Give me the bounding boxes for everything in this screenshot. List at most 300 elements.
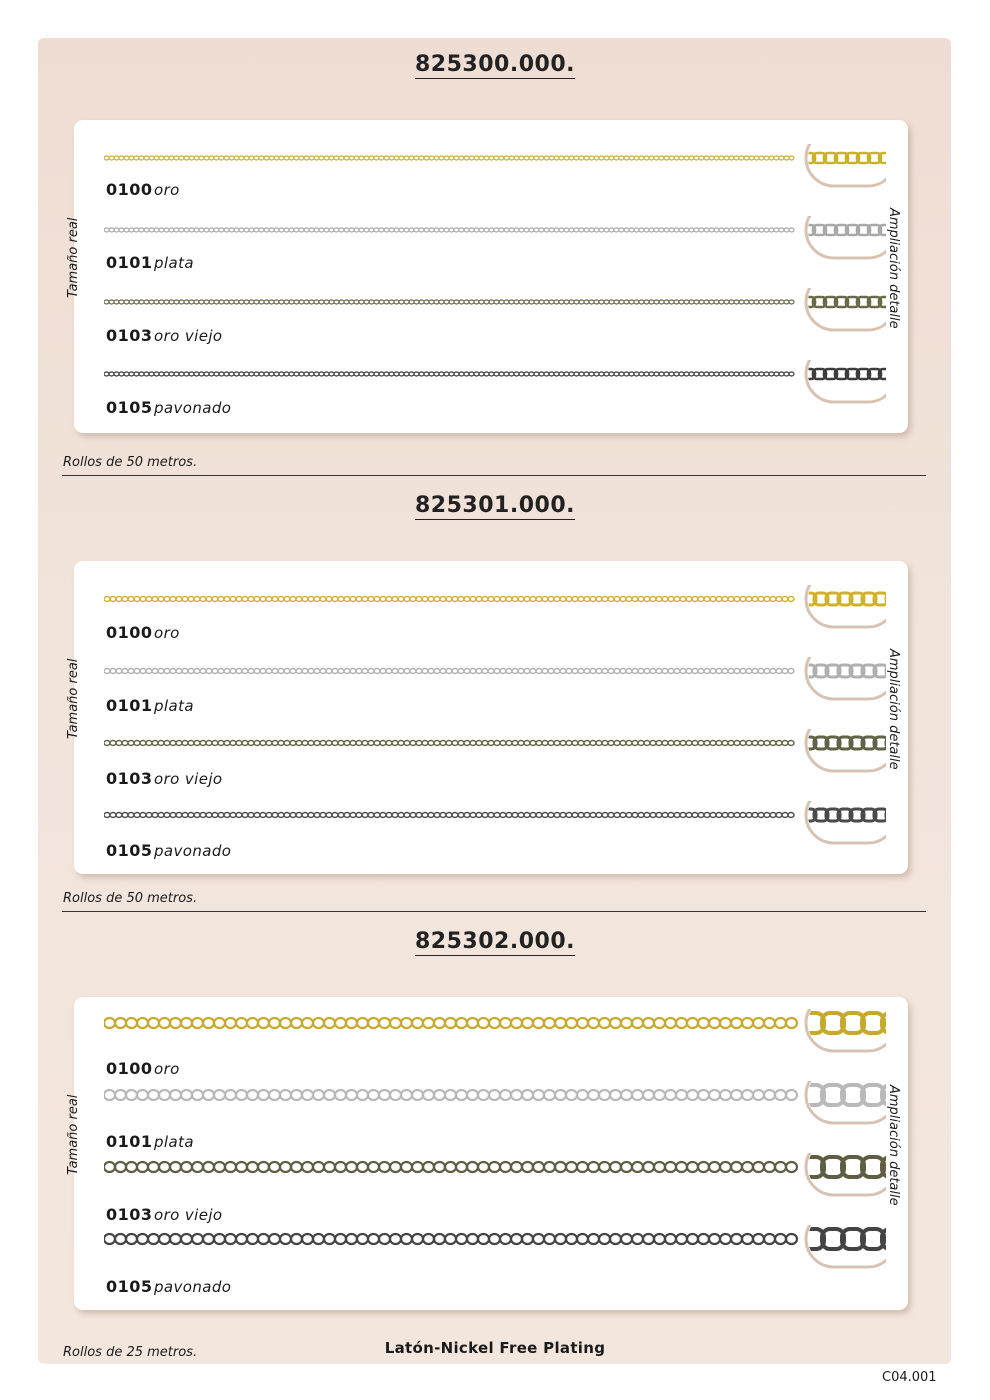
chain-link: [506, 597, 512, 602]
chain-link: [569, 300, 574, 304]
chain-link: [566, 741, 572, 746]
chain-link: [356, 669, 362, 674]
chain-link: [389, 372, 394, 376]
chain-link: [356, 813, 362, 818]
chain-link: [500, 813, 506, 818]
chain-link: [379, 1162, 390, 1172]
chain-link: [204, 372, 209, 376]
chain-link: [614, 813, 620, 818]
chain-link: [482, 597, 488, 602]
chain-link: [509, 372, 514, 376]
chain-link: [319, 372, 324, 376]
chain-link: [684, 372, 689, 376]
chain-link: [229, 156, 234, 160]
chain-link: [302, 597, 308, 602]
chain-link: [104, 1090, 115, 1100]
chain-link: [788, 813, 794, 818]
chain-link: [368, 669, 374, 674]
chain-link: [146, 597, 152, 602]
chain-link: [291, 1090, 302, 1100]
chain-link: [668, 597, 674, 602]
chain-link: [554, 228, 559, 232]
chain-link: [564, 156, 569, 160]
chain-link: [620, 741, 626, 746]
chain-link: [574, 156, 579, 160]
chain-link: [149, 156, 154, 160]
chain-link: [752, 597, 758, 602]
chain-link: [224, 372, 229, 376]
chain-link: [566, 1234, 577, 1244]
chain-link: [152, 741, 158, 746]
chain-link: [344, 228, 349, 232]
chain-link: [399, 300, 404, 304]
chain-link: [414, 156, 419, 160]
chain-link: [203, 1234, 214, 1244]
chain-link: [230, 597, 236, 602]
chain-link: [182, 669, 188, 674]
chain-link: [610, 1234, 621, 1244]
chain-link: [489, 1162, 500, 1172]
chain-link: [590, 813, 596, 818]
chain-link: [260, 597, 266, 602]
chain-link: [284, 300, 289, 304]
chain-link: [758, 741, 764, 746]
chain-link: [266, 597, 272, 602]
chain-link: [224, 669, 230, 674]
chain-link: [643, 1018, 654, 1028]
chain-link: [224, 300, 229, 304]
chain-link: [753, 1090, 764, 1100]
chain-link: [599, 1162, 610, 1172]
chain-link: [184, 228, 189, 232]
chain-link: [384, 372, 389, 376]
chain-link: [724, 300, 729, 304]
chain-link: [204, 156, 209, 160]
chain-link: [234, 156, 239, 160]
chain-link: [440, 741, 446, 746]
chain-link: [694, 300, 699, 304]
chain-link: [416, 741, 422, 746]
chain-link: [401, 1090, 412, 1100]
chain-link: [134, 372, 139, 376]
chain-link: [274, 372, 279, 376]
chain-link: [179, 300, 184, 304]
variant-finish: pavonado: [154, 842, 232, 860]
chain-link: [394, 300, 399, 304]
chain-link: [194, 597, 200, 602]
chain-link: [458, 597, 464, 602]
chain-link: [754, 300, 759, 304]
chain-link: [304, 372, 309, 376]
chain-link: [419, 300, 424, 304]
chain-link: [542, 813, 548, 818]
chain-link: [159, 228, 164, 232]
chain-link: [650, 669, 656, 674]
chain-link: [459, 228, 464, 232]
chain-link: [511, 1018, 522, 1028]
chain-link: [332, 597, 338, 602]
chain-link: [754, 372, 759, 376]
chain-link: [650, 597, 656, 602]
chain-link: [654, 372, 659, 376]
chain-link: [170, 1090, 181, 1100]
variant-finish: plata: [154, 1133, 194, 1151]
chain-link: [654, 1234, 665, 1244]
chain-link: [266, 813, 272, 818]
chain-link: [184, 156, 189, 160]
chain-link: [632, 741, 638, 746]
chain-link: [189, 372, 194, 376]
chain-link: [159, 1234, 170, 1244]
chain-link: [179, 228, 184, 232]
chain-link: [731, 1162, 742, 1172]
chain-link: [698, 1162, 709, 1172]
chain-link: [254, 372, 259, 376]
chain-link: [476, 597, 482, 602]
chain-link: [254, 300, 259, 304]
chain-link: [225, 1018, 236, 1028]
chain-link: [470, 597, 476, 602]
chain-link: [770, 597, 776, 602]
chain-link: [219, 300, 224, 304]
chain-link: [379, 228, 384, 232]
chain-link: [104, 597, 110, 602]
chain-link: [320, 813, 326, 818]
chain-link: [566, 1162, 577, 1172]
chain-link: [724, 156, 729, 160]
chain-sample: [104, 144, 886, 208]
chain-link: [788, 741, 794, 746]
chain-link: [644, 372, 649, 376]
chain-link: [320, 741, 326, 746]
chain-link: [122, 669, 128, 674]
chain-link: [714, 372, 719, 376]
chain-link: [280, 1090, 291, 1100]
chain-link: [709, 1234, 720, 1244]
chain-link: [710, 813, 716, 818]
chain-link: [454, 372, 459, 376]
chain-link: [759, 228, 764, 232]
chain-link: [229, 372, 234, 376]
chain-link: [506, 669, 512, 674]
chain-link: [740, 669, 746, 674]
chain-sample: [104, 1081, 886, 1145]
chain-link: [589, 228, 594, 232]
chain-link: [414, 300, 419, 304]
chain-link: [394, 228, 399, 232]
chain-link: [479, 156, 484, 160]
chain-link: [291, 1018, 302, 1028]
chain-link: [188, 741, 194, 746]
chain-link: [423, 1162, 434, 1172]
chain-link: [409, 156, 414, 160]
chain-link: [354, 300, 359, 304]
detail-magnifier: [802, 1153, 886, 1195]
chain-link: [299, 300, 304, 304]
chain-strand: [104, 741, 794, 746]
chain-link: [389, 228, 394, 232]
real-size-label: Tamaño real: [66, 217, 81, 298]
chain-link: [346, 1018, 357, 1028]
chain-link: [194, 300, 199, 304]
chain-link: [434, 156, 439, 160]
chain-link: [357, 1018, 368, 1028]
chain-link: [789, 228, 794, 232]
chain-link: [308, 669, 314, 674]
chain-link: [126, 1234, 137, 1244]
chain-link: [459, 300, 464, 304]
chain-link: [379, 1018, 390, 1028]
chain-link: [759, 300, 764, 304]
chain-link: [464, 300, 469, 304]
chain-link: [338, 813, 344, 818]
chain-link: [584, 372, 589, 376]
chain-link: [704, 741, 710, 746]
chain-link: [610, 1162, 621, 1172]
chain-link: [754, 156, 759, 160]
chain-link: [452, 813, 458, 818]
chain-link: [264, 228, 269, 232]
chain-link: [709, 300, 714, 304]
chain-link: [584, 813, 590, 818]
chain-link: [679, 372, 684, 376]
chain-link: [194, 372, 199, 376]
chain-link: [326, 741, 332, 746]
chain-link: [614, 741, 620, 746]
chain-link: [555, 1018, 566, 1028]
chain-link: [719, 300, 724, 304]
chain-link: [689, 156, 694, 160]
chain-link: [614, 228, 619, 232]
chain-link: [444, 228, 449, 232]
chain-link: [742, 1090, 753, 1100]
chain-link: [390, 1162, 401, 1172]
chain-link: [564, 372, 569, 376]
chain-link: [284, 228, 289, 232]
chain-link: [248, 669, 254, 674]
chain-link: [499, 372, 504, 376]
chain-link: [624, 228, 629, 232]
chain-link: [509, 300, 514, 304]
chain-link: [159, 156, 164, 160]
chain-strand: [104, 372, 794, 376]
chain-link: [649, 300, 654, 304]
chain-link: [434, 228, 439, 232]
chain-link: [144, 300, 149, 304]
real-size-label: Tamaño real: [66, 1094, 81, 1175]
chain-link: [200, 813, 206, 818]
chain-sample: [104, 657, 886, 721]
chain-link: [154, 228, 159, 232]
chain-link: [649, 156, 654, 160]
chain-link: [511, 1162, 522, 1172]
chain-link: [242, 597, 248, 602]
chain-link: [314, 228, 319, 232]
chain-link: [674, 156, 679, 160]
chain-link: [260, 669, 266, 674]
chain-link: [419, 372, 424, 376]
chain-link: [619, 156, 624, 160]
chain-link: [164, 813, 170, 818]
chain-link: [539, 228, 544, 232]
chain-link: [669, 372, 674, 376]
chain-link: [686, 813, 692, 818]
rolls-note: Rollos de 50 metros.: [63, 891, 198, 906]
chain-link: [445, 1090, 456, 1100]
chain-link: [224, 741, 230, 746]
chain-link: [621, 1018, 632, 1028]
chain-link: [566, 813, 572, 818]
chain-link: [638, 669, 644, 674]
chain-link: [764, 1090, 775, 1100]
chain-link: [739, 228, 744, 232]
chain-link: [716, 741, 722, 746]
chain-link: [299, 372, 304, 376]
chain-link: [753, 1234, 764, 1244]
chain-link: [374, 597, 380, 602]
chain-link: [234, 372, 239, 376]
detail-magnifier: [802, 729, 886, 771]
chain-link: [621, 1090, 632, 1100]
chain-link: [720, 1018, 731, 1028]
variant-finish: oro viejo: [154, 770, 223, 788]
chain-link: [542, 669, 548, 674]
chain-link: [500, 597, 506, 602]
chain-link: [474, 228, 479, 232]
chain-link: [588, 1162, 599, 1172]
detail-magnifier: [802, 360, 886, 402]
chain-link: [212, 741, 218, 746]
chain-link: [734, 813, 740, 818]
chain-link: [368, 597, 374, 602]
chain-link: [584, 597, 590, 602]
chain-link: [599, 228, 604, 232]
chain-link: [128, 741, 134, 746]
chain-link: [189, 156, 194, 160]
chain-link: [224, 228, 229, 232]
chain-link: [346, 1234, 357, 1244]
chain-link: [674, 300, 679, 304]
chain-link: [116, 741, 122, 746]
chain-link: [219, 372, 224, 376]
chain-link: [509, 156, 514, 160]
chain-link: [248, 741, 254, 746]
chain-link: [296, 813, 302, 818]
chain-link: [710, 741, 716, 746]
chain-link: [694, 156, 699, 160]
chain-variant-row: [74, 1081, 908, 1153]
chain-link: [518, 669, 524, 674]
chain-link: [248, 597, 254, 602]
chain-link: [144, 228, 149, 232]
chain-link: [449, 300, 454, 304]
chain-link: [614, 372, 619, 376]
chain-link: [454, 156, 459, 160]
chain-link: [679, 156, 684, 160]
chain-link: [782, 669, 788, 674]
chain-link: [170, 741, 176, 746]
chain-link: [539, 300, 544, 304]
chain-link: [533, 1162, 544, 1172]
chain-link: [656, 813, 662, 818]
chain-link: [119, 228, 124, 232]
chain-link: [206, 741, 212, 746]
chain-link: [626, 813, 632, 818]
chain-link: [770, 813, 776, 818]
chain-link: [522, 1090, 533, 1100]
chain-link: [650, 813, 656, 818]
chain-link: [350, 813, 356, 818]
chain-link: [494, 669, 500, 674]
chain-strand: [104, 669, 794, 674]
chain-link: [380, 741, 386, 746]
chain-link: [249, 156, 254, 160]
chain-link: [389, 300, 394, 304]
chain-link: [569, 372, 574, 376]
chain-link: [278, 741, 284, 746]
chain-link: [665, 1018, 676, 1028]
chain-link: [115, 1090, 126, 1100]
chain-link: [522, 1234, 533, 1244]
chain-link: [247, 1162, 258, 1172]
chain-link: [548, 741, 554, 746]
chain-link: [350, 597, 356, 602]
chain-link: [449, 372, 454, 376]
chain-link: [668, 741, 674, 746]
chain-link: [239, 228, 244, 232]
chain-link: [722, 597, 728, 602]
chain-link: [279, 228, 284, 232]
chain-link: [368, 741, 374, 746]
chain-link: [139, 300, 144, 304]
chain-link: [296, 597, 302, 602]
chain-link: [184, 372, 189, 376]
chain-variant-row: [74, 288, 908, 360]
chain-link: [534, 156, 539, 160]
chain-link: [124, 228, 129, 232]
chain-link: [574, 372, 579, 376]
chain-variant-row: [74, 144, 908, 216]
chain-link: [236, 813, 242, 818]
chain-link: [236, 669, 242, 674]
chain-link: [404, 669, 410, 674]
chain-link: [278, 669, 284, 674]
chain-link: [224, 597, 230, 602]
chain-link: [188, 669, 194, 674]
chain-link: [478, 1090, 489, 1100]
chain-link: [624, 300, 629, 304]
chain-link: [258, 1018, 269, 1028]
chain-link: [704, 228, 709, 232]
chain-variant-row: [74, 657, 908, 729]
chain-link: [392, 741, 398, 746]
chain-link: [192, 1090, 203, 1100]
chain-link: [329, 300, 334, 304]
chain-link: [424, 228, 429, 232]
chain-link: [294, 156, 299, 160]
chain-link: [274, 228, 279, 232]
chain-link: [412, 1018, 423, 1028]
chain-link: [643, 1234, 654, 1244]
chain-link: [499, 300, 504, 304]
chain-link: [714, 156, 719, 160]
chain-link: [445, 1162, 456, 1172]
chain-link: [676, 1162, 687, 1172]
chain-link: [734, 300, 739, 304]
chain-link: [619, 372, 624, 376]
chain-strand: [104, 300, 794, 304]
chain-link: [434, 1018, 445, 1028]
